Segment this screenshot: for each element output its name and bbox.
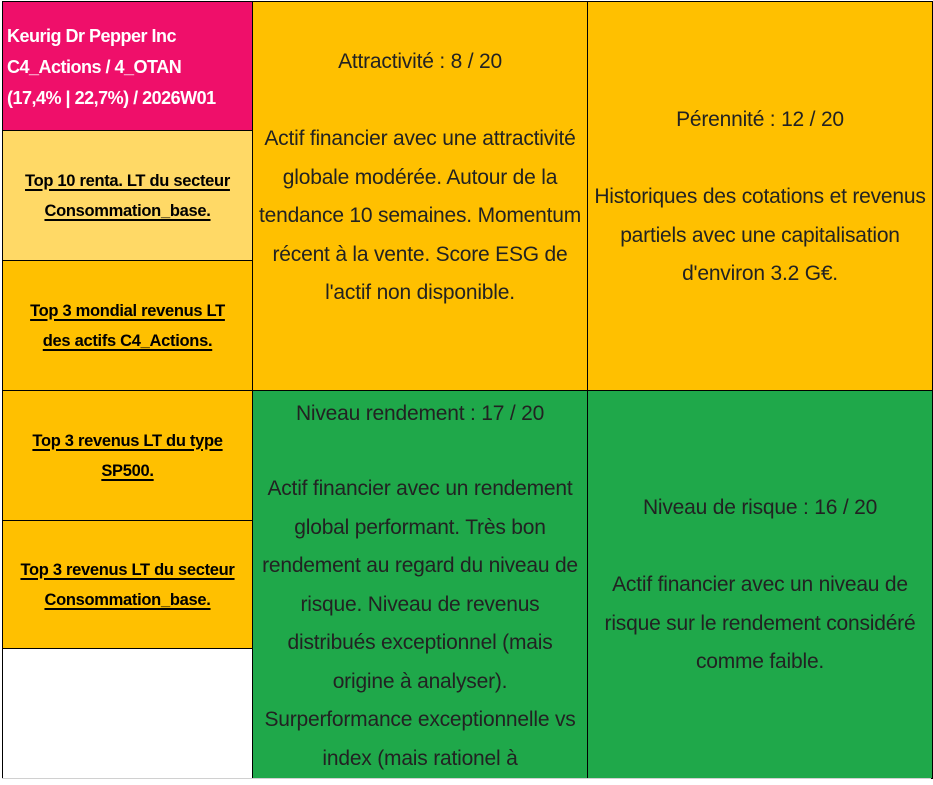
risk-heading: Niveau de risque : 16 / 20 (642, 496, 878, 519)
ranking-line: Consommation_base. (44, 590, 211, 609)
ranking-cell (2, 390, 253, 521)
sustainability-cell (587, 1, 933, 391)
attractiveness-description: Actif financier avec une attractivité globale modérée. Autour de la tendance 10 semaines. Momentum récent à la vente. Score ESG de l'actif non disponible. (258, 127, 581, 304)
ranking-line: Consommation_base. (44, 201, 211, 220)
asset-rates-week: (17,4% | 22,7%) / 2026W01 (7, 88, 216, 108)
asset-name: Keurig Dr Pepper Inc (7, 26, 177, 46)
yield-description: Actif financier avec un rendement global performant. Très bon rendement au regard du niveau de risque. Niveau de revenus distribués exceptionnel (mais origine à analyser). Surperformance exceptionnelle vs index (mais rationel à (262, 477, 578, 770)
asset-category: C4_Actions / 4_OTAN (7, 57, 182, 77)
sustainability-description: Historiques des cotations et revenus partiels avec une capitalisation d'environ 3.2 G€. (594, 185, 926, 285)
asset-title-cell (2, 1, 253, 131)
yield-cell (252, 390, 588, 779)
ranking-cell (2, 130, 253, 261)
ranking-line: Top 3 mondial revenus LT (30, 301, 225, 320)
empty-cell (2, 648, 253, 779)
risk-cell (587, 390, 933, 779)
ranking-line: Top 3 revenus LT du secteur (20, 560, 235, 579)
ranking-line: SP500. (101, 461, 154, 480)
ranking-cell (2, 260, 253, 391)
ranking-line: Top 3 revenus LT du type (32, 431, 223, 450)
ranking-cell (2, 520, 253, 649)
bottom-divider (2, 778, 931, 779)
attractiveness-cell (252, 1, 588, 391)
yield-heading: Niveau rendement : 17 / 20 (295, 402, 545, 425)
ranking-line: Top 10 renta. LT du secteur (25, 171, 230, 190)
ranking-line: des actifs C4_Actions. (42, 331, 213, 350)
sustainability-heading: Pérennité : 12 / 20 (676, 108, 844, 131)
risk-description: Actif financier avec un niveau de risque sur le rendement considéré comme faible. (604, 573, 916, 673)
attractiveness-heading: Attractivité : 8 / 20 (338, 50, 502, 73)
